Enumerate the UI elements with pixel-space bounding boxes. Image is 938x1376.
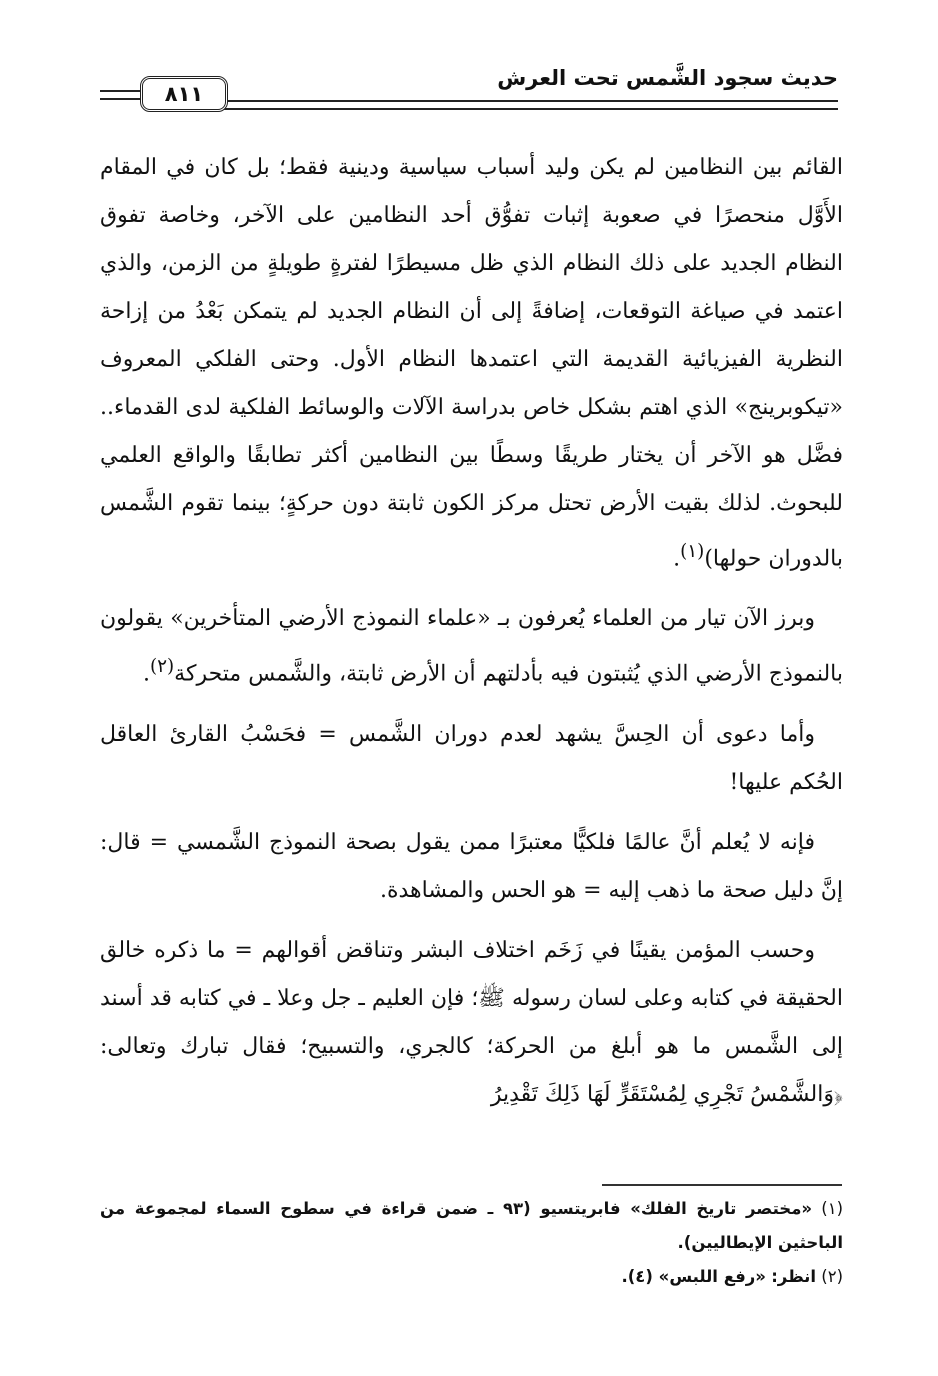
paragraph-1-end: . xyxy=(673,546,681,572)
footnote-1-number: (١) xyxy=(821,1199,843,1218)
footnote-separator xyxy=(602,1184,842,1186)
footnote-2 xyxy=(100,1260,843,1294)
footnote-2-number: (٢) xyxy=(821,1267,843,1286)
paragraph-3: وأما دعوى أن الحِسَّ يشهد لعدم دوران الشَّمس = فحَسْبُ القارئ العاقل الحُكم عليها! xyxy=(100,721,843,795)
page-number: ٨١١ xyxy=(140,76,228,112)
header-rule-left xyxy=(100,90,144,100)
footnote-2-text: «رفع اللبس» (٤). xyxy=(621,1267,766,1286)
paragraph-1 xyxy=(100,144,843,583)
paragraph-1-text: القائم بين النظامين لم يكن وليد أسباب سياسية ودينية فقط؛ بل كان في المقام الأَوَّل منحصرًا في صعوبة إثبات تفوُّق أحد النظامين على الآخر، وخاصة تفوق النظام الجديد على ذلك النظام الذي ظل مسيطرًا لفترةٍ طويلةٍ من الزمن، والذي اعتمد في صياغة التوقعات، إضافةً إلى أن النظام الجديد لم يتمكن بَعْدُ من إزاحة النظرية الفيزيائية القديمة التي اعتمدها النظام الأول. وحتى الفلكي المعروف «تيكوبرينج» الذي اهتم بشكل خاص بدراسة الآلات والوسائط الفلكية لدى القدماء.. فضَّل هو الآخر أن يختار طريقًا وسطًا بين النظامين أكثر تطابقًا والواقع العلمي للبحوث. لذلك بقيت الأرض تحتل مركز الكون ثابتة دون حركةٍ؛ بينما تقوم الشَّمس بالدوران حولها) xyxy=(100,155,843,572)
footnotes xyxy=(100,1192,843,1294)
main-text xyxy=(100,144,843,1119)
footnote-ref-2: (٢) xyxy=(150,656,175,678)
paragraph-5: وحسب المؤمن يقينًا في زَخَم اختلاف البشر وتناقض أقوالهم = ما ذكره خالق الحقيقة في كتابه وعلى لسان رسوله ﷺ؛ فإن العليم ـ جل وعلا ـ في كتابه قد أسند إلى الشَّمس ما هو أبلغ من الحركة؛ كالجري، والتسبيح؛ فقال تبارك وتعالى: ﴿وَالشَّمْسُ تَجْرِي لِمُسْتَقَرٍّ لَهَا ذَلِكَ تَقْدِيرُ xyxy=(100,937,843,1107)
header-rule-right xyxy=(224,100,838,110)
footnote-1 xyxy=(100,1192,843,1260)
paragraph-2 xyxy=(100,595,843,698)
paragraph-2-end: . xyxy=(143,661,150,687)
running-title: حديث سجود الشَّمس تحت العرش xyxy=(497,66,838,90)
footnote-2-label: انظر: xyxy=(771,1267,816,1286)
page-header xyxy=(100,66,838,126)
footnote-ref-1: (١) xyxy=(680,541,705,562)
paragraph-4: فإنه لا يُعلم أنَّ عالمًا فلكيًّا معتبرًا ممن يقول بصحة النموذج الشَّمسي = قال: إنَّ دليل صحة ما ذهب إليه = هو الحس والمشاهدة. xyxy=(100,829,843,903)
paragraph-2-text: وبرز الآن تيار من العلماء يُعرفون بـ «علماء النموذج الأرضي المتأخرين» يقولون بالنموذج الأرضي الذي يُثبتون فيه بأدلتهم أن الأرض ثابتة، والشَّمس متحركة xyxy=(100,606,843,687)
footnote-1-text: «مختصر تاريخ الفلك» فابريتسيو (٩٣ ـ ضمن قراءة في سطوح السماء لمجموعة من الباحثين الإيطاليين). xyxy=(100,1199,843,1252)
